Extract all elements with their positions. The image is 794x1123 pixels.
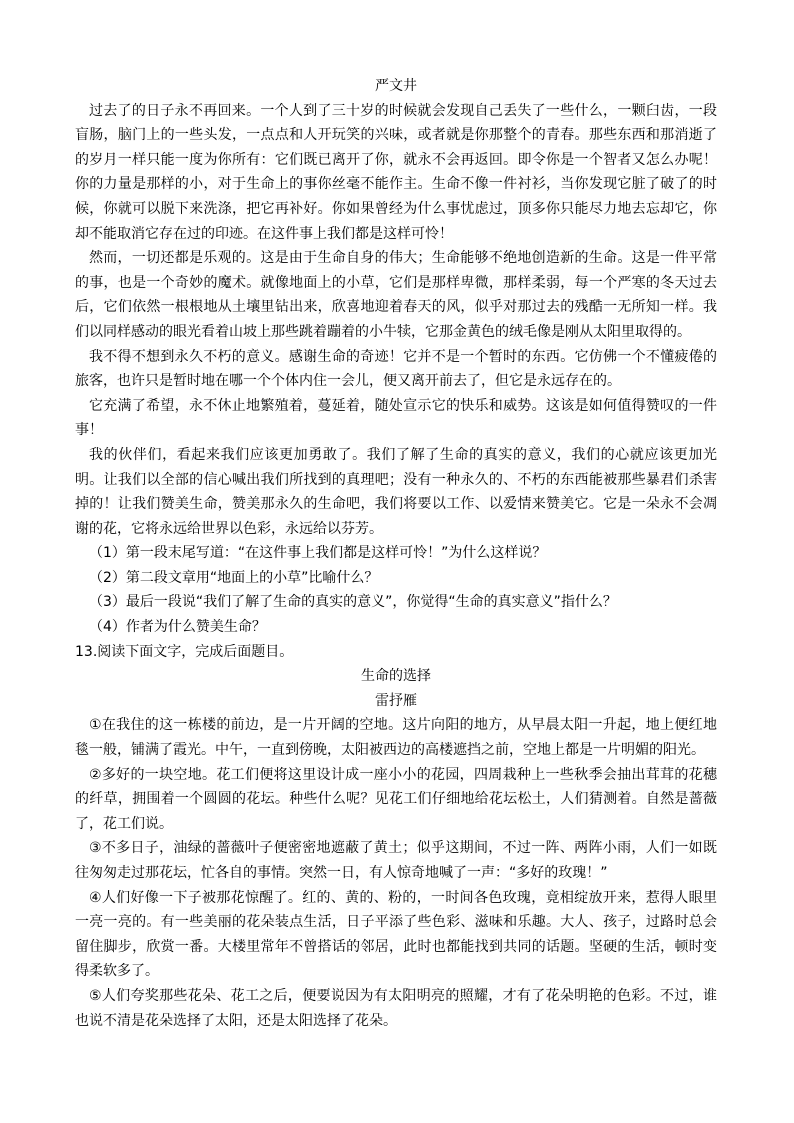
- passage2-paragraph-1: ①在我住的这一栋楼的前边，是一片开阔的空地。这片向阳的地方，从早晨太阳一升起，地上便红地毯一般，铺满了霞光。中午，一直到傍晚，太阳被西边的高楼遮挡之前，空地上都是一片明媚的阳光。: [75, 717, 717, 759]
- question-2: （2）第二段文章用“地面上的小草”比喻什么？: [89, 569, 379, 586]
- document-page: [75, 74, 717, 1033]
- passage2-title: 生命的选择: [361, 668, 431, 685]
- passage1-paragraph-1: 过去了的日子永不再回来。一个人到了三十岁的时候就会发现自己丢失了一些什么，一颗臼齿，一段盲肠，脑门上的一些头发，一点点和人开玩笑的兴味，或者就是你那整个的青春。那些东西和那消逝了的岁月一样只能一度为你所有：它们既已离开了你，就永不会再返回。即令你是一个智者又怎么办呢！你的力量是那样的小，对于生命上的事你丝毫不能作主。生命不像一件衬衫，当你发现它脏了破了的时候，你就可以脱下来洗涤，把它再补好。你如果曾经为什么事忧虑过，顶多你只能尽力地去忘却它，你却不能取消它存在过的印迹。在这件事上我们都是这样可怜！: [75, 102, 717, 242]
- passage2-author: 雷抒雁: [375, 692, 417, 709]
- passage1-paragraph-2: 然而，一切还都是乐观的。这是由于生命自身的伟大；生命能够不绝地创造新的生命。这是一件平常的事，也是一个奇妙的魔术。就像地面上的小草，它们是那样卑微，那样柔弱，每一个严寒的冬天过去后，它们依然一根根地从土壤里钻出来，欣喜地迎着春天的风，似乎对那过去的残酷一无所知一样。我们以同样感动的眼光看着山坡上那些跳着蹦着的小牛犊，它那金黄色的绒毛像是刚从太阳里取得的。: [75, 250, 717, 340]
- passage2-paragraph-4: ④人们好像一下子被那花惊醒了。红的、黄的、粉的，一时间各色玫瑰，竟相绽放开来，惹得人眼里一亮一亮的。有一些美丽的花朵装点生活，日子平添了些色彩、滋味和乐趣。大人、孩子，过路时总会留住脚步，欣赏一番。大楼里常年不曾搭话的邻居，此时也都能找到共同的话题。坚硬的生活，顿时变得柔软多了。: [75, 889, 717, 980]
- passage1-paragraph-4: 它充满了希望，永不休止地繁殖着，蔓延着，随处宣示它的快乐和威势。这该是如何值得赞叹的一件事！: [75, 397, 717, 439]
- passage2-paragraph-2: ②多好的一块空地。花工们便将这里设计成一座小小的花园，四周栽种上一些秋季会抽出茸茸的花穗的纤草，拥围着一个圆圆的花坛。种些什么呢？见花工们仔细地给花坛松土，人们猜测着。自然是蔷薇了，花工们说。: [75, 766, 717, 832]
- question13-prompt: 13.阅读下面文字，完成后面题目。: [75, 643, 294, 660]
- passage2-paragraph-3: ③不多日子，油绿的蔷薇叶子便密密地遮蔽了黄土；似乎这期间，不过一阵、两阵小雨，人们一如既往匆匆走过那花坛，忙各自的事情。突然一日，有人惊奇地喊了一声：“多好的玫瑰！”: [75, 840, 717, 881]
- question-1: （1）第一段末尾写道：“在这件事上我们都是这样可怜！”为什么这样说？: [89, 545, 547, 562]
- question-3: （3）最后一段说“我们了解了生命的真实的意义”，你觉得“生命的真实意义”指什么？: [89, 594, 617, 611]
- passage1-author: 严文井: [375, 78, 417, 94]
- passage2-paragraph-5: ⑤人们夸奖那些花朵、花工之后，便要说因为有太阳明亮的照耀，才有了花朵明艳的色彩。不过，谁也说不清是花朵选择了太阳，还是太阳选择了花朵。: [75, 987, 717, 1029]
- question-4: （4）作者为什么赞美生命？: [89, 619, 266, 636]
- passage1-paragraph-3: 我不得不想到永久不朽的意义。感谢生命的奇迹！它并不是一个暂时的东西。它仿佛一个不懂疲倦的旅客，也许只是暂时地在哪一个个体内住一会儿，便又离开前去了，但它是永远存在的。: [75, 348, 717, 390]
- passage1-paragraph-5: 我的伙伴们，看起来我们应该更加勇敢了。我们了解了生命的真实的意义，我们的心就应该更加光明。让我们以全部的信心喊出我们所找到的真理吧；没有一种永久的、不朽的东西能被那些暴君们杀害掉的！让我们赞美生命，赞美那永久的生命吧，我们将要以工作、以爱情来赞美它。它是一朵永不会凋谢的花，它将永远给世界以色彩，永远给以芬芳。: [75, 446, 717, 537]
